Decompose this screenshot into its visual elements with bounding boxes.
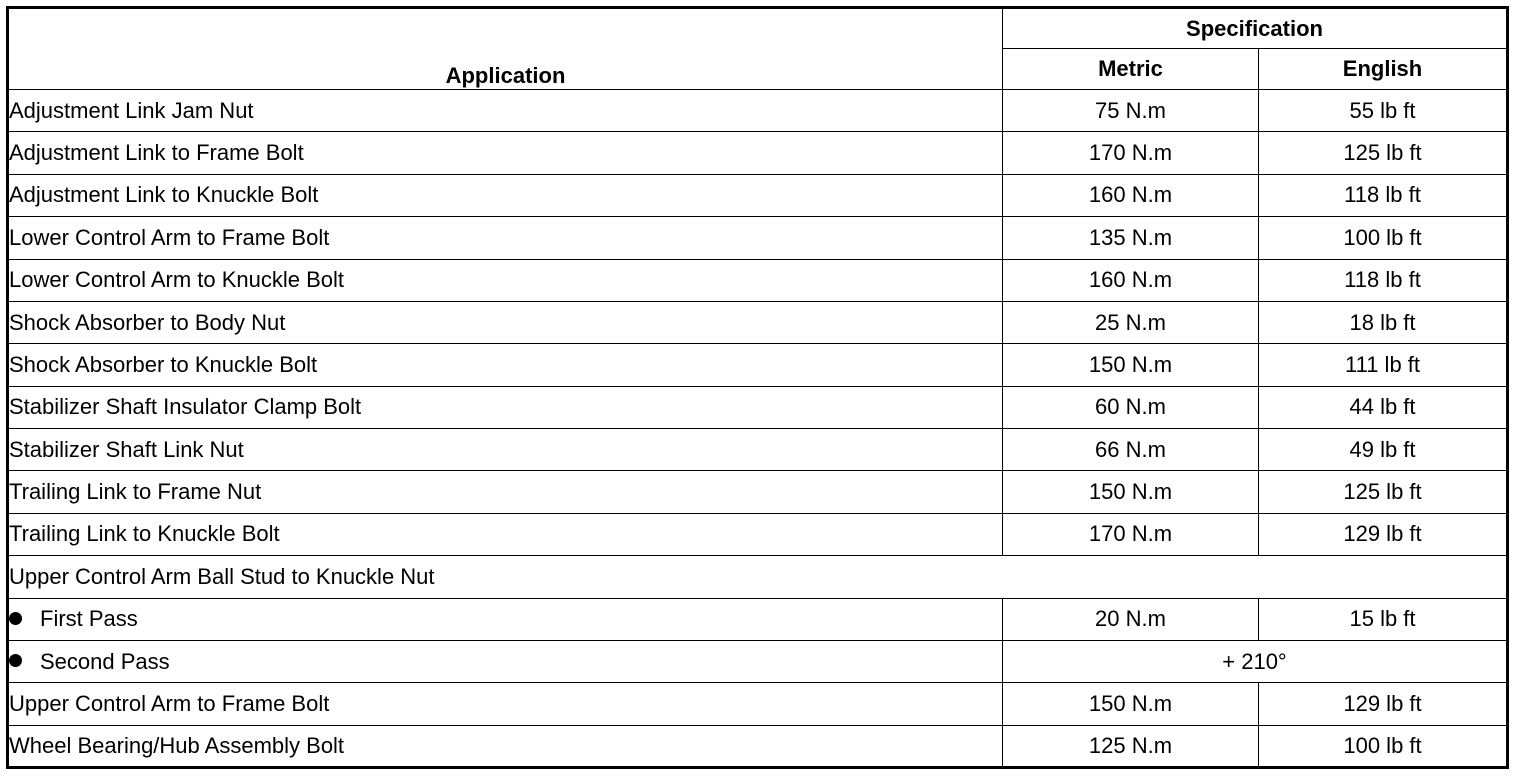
bullet-icon bbox=[9, 654, 22, 667]
table-row bbox=[8, 90, 1508, 132]
bullet-icon bbox=[9, 612, 22, 625]
second-pass-label: Second Pass bbox=[40, 648, 170, 674]
first-pass-label: First Pass bbox=[40, 606, 138, 632]
second-pass-value-cell: + 210° bbox=[1003, 640, 1508, 682]
english-cell: 55 lb ft bbox=[1259, 90, 1508, 132]
group-header-row bbox=[8, 556, 1508, 598]
metric-cell: 135 N.m bbox=[1003, 217, 1259, 259]
english-cell: 44 lb ft bbox=[1259, 386, 1508, 428]
metric-cell: 75 N.m bbox=[1003, 90, 1259, 132]
application-cell: Trailing Link to Frame Nut bbox=[8, 471, 1003, 513]
first-pass-row bbox=[8, 598, 1508, 640]
metric-cell: 66 N.m bbox=[1003, 429, 1259, 471]
application-cell: Shock Absorber to Body Nut bbox=[8, 301, 1003, 343]
application-header: Application bbox=[8, 8, 1003, 90]
english-cell: 129 lb ft bbox=[1259, 683, 1508, 725]
english-cell: 118 lb ft bbox=[1259, 259, 1508, 301]
english-cell: 49 lb ft bbox=[1259, 429, 1508, 471]
metric-cell: 60 N.m bbox=[1003, 386, 1259, 428]
first-pass-cell bbox=[8, 598, 1003, 640]
application-cell: Adjustment Link Jam Nut bbox=[8, 90, 1003, 132]
english-cell: 100 lb ft bbox=[1259, 217, 1508, 259]
english-cell: 129 lb ft bbox=[1259, 513, 1508, 555]
application-cell: Wheel Bearing/Hub Assembly Bolt bbox=[8, 725, 1003, 767]
application-cell: Trailing Link to Knuckle Bolt bbox=[8, 513, 1003, 555]
application-cell: Adjustment Link to Knuckle Bolt bbox=[8, 174, 1003, 216]
english-cell: 111 lb ft bbox=[1259, 344, 1508, 386]
second-pass-row bbox=[8, 640, 1508, 682]
group-application-cell: Upper Control Arm Ball Stud to Knuckle Nut bbox=[8, 556, 1508, 598]
table-row bbox=[8, 725, 1508, 767]
table-row bbox=[8, 132, 1508, 174]
metric-header: Metric bbox=[1003, 49, 1259, 90]
table-row bbox=[8, 217, 1508, 259]
english-cell: 125 lb ft bbox=[1259, 471, 1508, 513]
metric-cell: 170 N.m bbox=[1003, 513, 1259, 555]
metric-cell: 150 N.m bbox=[1003, 471, 1259, 513]
english-header: English bbox=[1259, 49, 1508, 90]
second-pass-cell bbox=[8, 640, 1003, 682]
table-row bbox=[8, 344, 1508, 386]
metric-cell: 160 N.m bbox=[1003, 174, 1259, 216]
metric-cell: 150 N.m bbox=[1003, 344, 1259, 386]
english-cell: 15 lb ft bbox=[1259, 598, 1508, 640]
table-row bbox=[8, 259, 1508, 301]
table-row bbox=[8, 301, 1508, 343]
english-cell: 125 lb ft bbox=[1259, 132, 1508, 174]
torque-spec-table bbox=[6, 6, 1509, 769]
application-cell: Shock Absorber to Knuckle Bolt bbox=[8, 344, 1003, 386]
english-cell: 100 lb ft bbox=[1259, 725, 1508, 767]
application-cell: Stabilizer Shaft Insulator Clamp Bolt bbox=[8, 386, 1003, 428]
metric-cell: 25 N.m bbox=[1003, 301, 1259, 343]
metric-cell: 125 N.m bbox=[1003, 725, 1259, 767]
header-row-top bbox=[8, 8, 1508, 49]
application-cell: Lower Control Arm to Knuckle Bolt bbox=[8, 259, 1003, 301]
application-cell: Upper Control Arm to Frame Bolt bbox=[8, 683, 1003, 725]
metric-cell: 20 N.m bbox=[1003, 598, 1259, 640]
application-cell: Lower Control Arm to Frame Bolt bbox=[8, 217, 1003, 259]
metric-cell: 170 N.m bbox=[1003, 132, 1259, 174]
application-cell: Stabilizer Shaft Link Nut bbox=[8, 429, 1003, 471]
table-row bbox=[8, 471, 1508, 513]
english-cell: 118 lb ft bbox=[1259, 174, 1508, 216]
table-row bbox=[8, 683, 1508, 725]
application-cell: Adjustment Link to Frame Bolt bbox=[8, 132, 1003, 174]
metric-cell: 160 N.m bbox=[1003, 259, 1259, 301]
table-row bbox=[8, 174, 1508, 216]
table-row bbox=[8, 429, 1508, 471]
specification-header: Specification bbox=[1003, 8, 1508, 49]
table-row bbox=[8, 513, 1508, 555]
table-row bbox=[8, 386, 1508, 428]
metric-cell: 150 N.m bbox=[1003, 683, 1259, 725]
english-cell: 18 lb ft bbox=[1259, 301, 1508, 343]
